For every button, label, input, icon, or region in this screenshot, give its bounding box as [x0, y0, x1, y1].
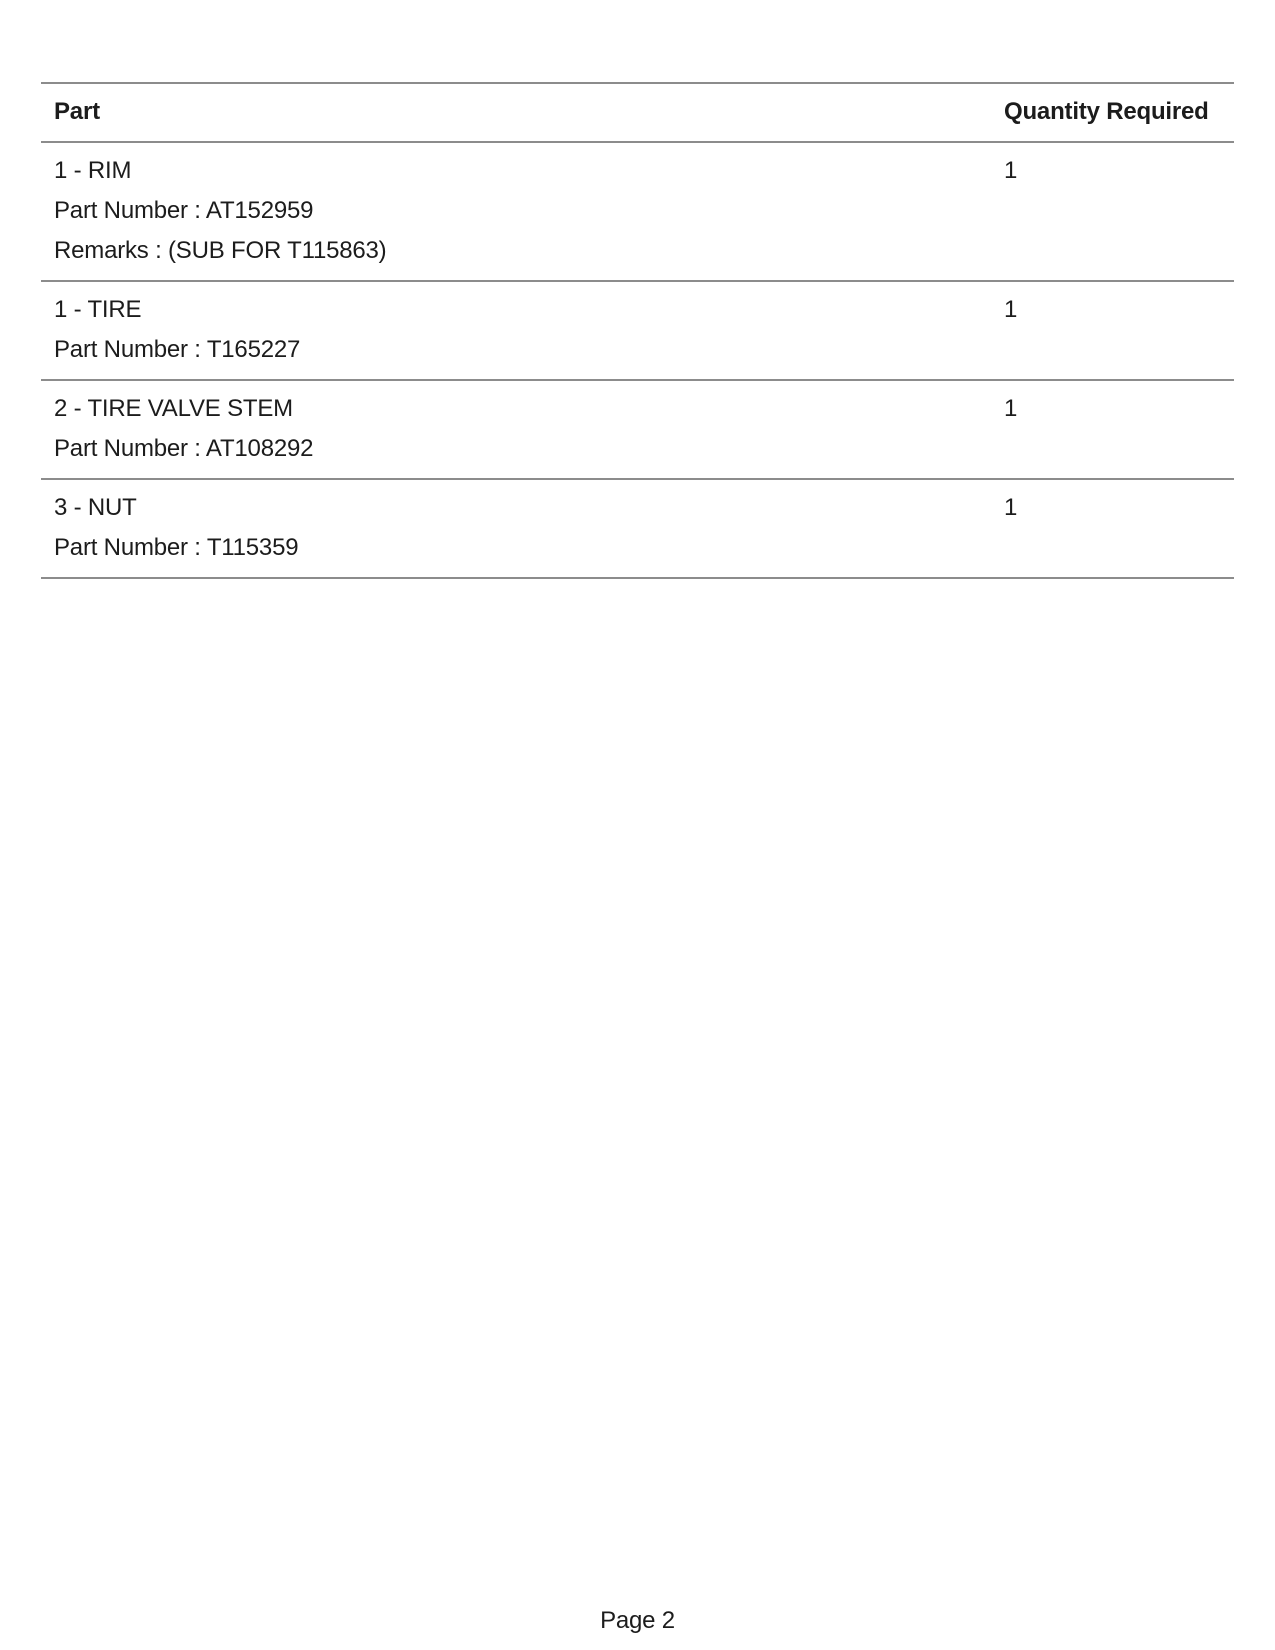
part-remarks: Remarks : (SUB FOR T115863)	[54, 237, 387, 264]
part-cell	[41, 290, 1004, 370]
quantity-value: 1	[1004, 157, 1018, 184]
table-row	[41, 381, 1234, 480]
quantity-value: 1	[1004, 296, 1018, 323]
column-header-quantity-required: Quantity Required	[1004, 98, 1209, 125]
part-title: 1 - RIM	[54, 157, 132, 184]
parts-table	[41, 82, 1234, 579]
table-row	[41, 282, 1234, 381]
page-number: Page 2	[600, 1607, 675, 1634]
part-title: 1 - TIRE	[54, 296, 142, 323]
part-number: Part Number : T165227	[54, 336, 301, 363]
quantity-value: 1	[1004, 494, 1018, 521]
table-row	[41, 143, 1234, 282]
part-cell	[41, 151, 1004, 271]
table-row	[41, 480, 1234, 579]
part-title: 3 - NUT	[54, 494, 137, 521]
part-title: 2 - TIRE VALVE STEM	[54, 395, 293, 422]
part-number: Part Number : AT152959	[54, 197, 314, 224]
column-header-part: Part	[54, 98, 100, 125]
part-number: Part Number : AT108292	[54, 435, 314, 462]
part-cell	[41, 488, 1004, 568]
quantity-value: 1	[1004, 395, 1018, 422]
part-cell	[41, 389, 1004, 469]
part-number: Part Number : T115359	[54, 534, 299, 561]
table-header-row	[41, 84, 1234, 143]
